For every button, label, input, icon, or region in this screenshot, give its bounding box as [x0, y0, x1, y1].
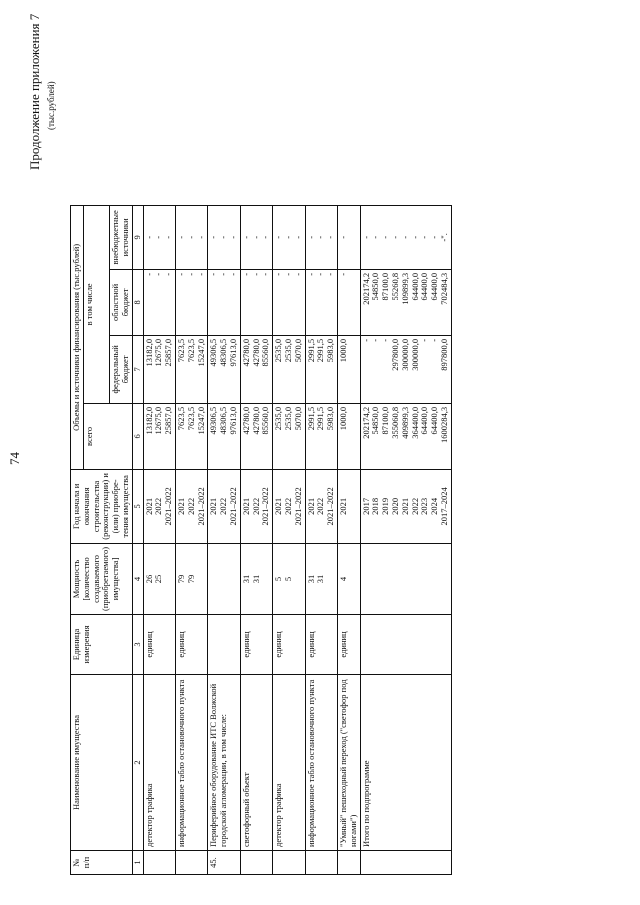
unit-cell — [143, 615, 175, 675]
item-name — [175, 675, 207, 851]
total-cell-value: 2535,0 — [282, 406, 293, 431]
federal-cell-value: 5983,0 — [325, 338, 336, 363]
table-row — [240, 205, 272, 874]
header-federal: федеральный бюджет — [110, 335, 133, 403]
federal-cell-value: 7623,5 — [185, 338, 196, 363]
extra-cell — [208, 205, 240, 269]
years-cell-value: 2022 — [409, 497, 420, 515]
extra-cell-value: - — [273, 235, 284, 239]
federal-cell-value: 97613,0 — [227, 338, 238, 367]
extra-cell — [273, 205, 305, 269]
row-number — [143, 851, 175, 875]
years-cell-value: 2021 — [208, 497, 219, 515]
appendix-title: Продолжение приложения 7 — [27, 13, 42, 170]
row-number — [240, 851, 272, 875]
regional-cell — [175, 269, 207, 335]
capacity-cell-value: 31 — [240, 574, 251, 584]
extra-cell-value: - — [409, 235, 420, 239]
unit-cell-text: единиц — [273, 631, 284, 658]
years-cell-value: 2021 — [143, 497, 154, 515]
regional-cell-value: 702484,3 — [438, 272, 449, 305]
federal-cell-value: 13182,0 — [143, 338, 154, 367]
federal-cell-value: 42780,0 — [250, 338, 261, 367]
federal-cell — [143, 335, 175, 403]
unit-cell — [360, 615, 451, 675]
item-name-text: информационное табло остановочного пункта — [175, 679, 186, 847]
total-cell-value: 202174,2 — [360, 406, 371, 439]
federal-cell-value: 897800,0 — [438, 338, 449, 371]
federal-cell-value: 2991,5 — [315, 338, 326, 363]
unit-cell — [208, 615, 240, 675]
total-cell-value: 2991,5 — [315, 406, 326, 431]
unit-cell-text: единиц — [175, 631, 186, 658]
total-cell-value: 97613,0 — [227, 406, 238, 435]
total-cell-value: 42780,0 — [250, 406, 261, 435]
total-cell — [143, 403, 175, 469]
regional-cell-value: - — [325, 272, 336, 276]
column-number: 8 — [132, 269, 143, 335]
regional-cell-value: 55260,8 — [389, 272, 400, 301]
total-cell — [360, 403, 451, 469]
row-number — [175, 851, 207, 875]
funding-table — [70, 205, 452, 875]
federal-cell-value: 12675,0 — [153, 338, 164, 367]
regional-cell-value: - — [143, 272, 154, 276]
capacity-cell — [208, 543, 240, 614]
item-name — [305, 675, 337, 851]
item-name-text: "Умный" пешеходный переход ("светофор под ногами") — [337, 679, 358, 847]
regional-cell-value: - — [175, 272, 186, 276]
header-regional: областной бюджет — [110, 269, 133, 335]
federal-cell-value: 2991,5 — [305, 338, 316, 363]
regional-cell-value: - — [185, 272, 196, 276]
federal-cell-value: 85560,0 — [260, 338, 271, 367]
extra-cell-value: - — [305, 235, 316, 239]
regional-cell-value: - — [273, 272, 284, 276]
header-total: всего — [83, 403, 132, 469]
regional-cell-value: 87100,0 — [380, 272, 391, 301]
total-cell-value: 5070,0 — [292, 406, 303, 431]
federal-cell-value: 7623,5 — [175, 338, 186, 363]
years-cell-value: 2021–2022 — [227, 487, 238, 526]
table-row — [175, 205, 207, 874]
federal-cell — [175, 335, 207, 403]
total-cell-value: 2991,5 — [305, 406, 316, 431]
total-cell-value: 49306,5 — [208, 406, 219, 435]
item-name — [360, 675, 451, 851]
extra-cell-value: - — [260, 235, 271, 239]
years-cell — [273, 469, 305, 543]
capacity-cell-value: 31 — [250, 574, 261, 584]
total-cell — [337, 403, 360, 469]
total-cell-value: 364400,0 — [409, 406, 420, 439]
capacity-cell — [175, 543, 207, 614]
extra-cell-value: - — [195, 235, 206, 239]
years-cell-value: 2024 — [429, 497, 440, 515]
capacity-cell-value: 31 — [305, 574, 316, 584]
total-cell-value: 1000,0 — [337, 406, 348, 431]
row-number-text: 45. — [208, 857, 219, 868]
extra-cell — [360, 205, 451, 269]
regional-cell — [240, 269, 272, 335]
total-cell-value: 64400,0 — [419, 406, 430, 435]
regional-cell-value: - — [305, 272, 316, 276]
header-years: Год начала и окончания строительства (реконструкции) и (или) приобре-тения имущества — [71, 469, 133, 543]
total-cell-value: 355060,8 — [389, 406, 400, 439]
extra-cell — [175, 205, 207, 269]
extra-cell-value: - — [337, 235, 348, 239]
capacity-cell — [240, 543, 272, 614]
federal-cell-value: 2535,0 — [282, 338, 293, 363]
extra-cell-value: - — [370, 235, 381, 239]
federal-cell-value: - — [370, 338, 381, 342]
column-number: 2 — [132, 675, 143, 851]
total-cell-value: 87100,0 — [380, 406, 391, 435]
item-name — [240, 675, 272, 851]
unit-cell — [240, 615, 272, 675]
table-row — [305, 205, 337, 874]
total-cell-value: 7623,5 — [175, 406, 186, 431]
federal-cell-value: 5070,0 — [292, 338, 303, 363]
extra-cell-value: - — [185, 235, 196, 239]
federal-cell-value: 25857,0 — [163, 338, 174, 367]
capacity-cell-value: 5 — [273, 576, 284, 582]
extra-cell-value: -". — [438, 233, 449, 242]
years-cell — [305, 469, 337, 543]
regional-cell-value: - — [218, 272, 229, 276]
table-row — [208, 205, 240, 874]
total-cell-value: 13182,0 — [143, 406, 154, 435]
federal-cell-value: 2535,0 — [273, 338, 284, 363]
item-name-text: Периферийное оборудование ИТС Волжской городской агломерации, в том числе: — [208, 683, 229, 847]
extra-cell-value: - — [163, 235, 174, 239]
total-cell-value: 85560,0 — [260, 406, 271, 435]
regional-cell-value: - — [163, 272, 174, 276]
federal-cell-value: - — [380, 338, 391, 342]
years-cell — [360, 469, 451, 543]
capacity-cell — [337, 543, 360, 614]
row-number — [337, 851, 360, 875]
regional-cell-value: - — [153, 272, 164, 276]
total-cell-value: 12675,0 — [153, 406, 164, 435]
federal-cell-value: 300000,0 — [409, 338, 420, 371]
extra-cell-value: - — [429, 235, 440, 239]
item-name-text: детектор трафика — [143, 783, 154, 847]
row-number — [208, 851, 240, 875]
header-unit: Единица измерения — [71, 615, 133, 675]
capacity-cell-value: 25 — [153, 574, 164, 584]
total-cell-value: 15247,0 — [195, 406, 206, 435]
unit-cell — [175, 615, 207, 675]
row-number — [273, 851, 305, 875]
item-name-text: информационное табло остановочного пункта — [305, 679, 316, 847]
years-cell-value: 2021–2022 — [325, 487, 336, 526]
table-body — [143, 205, 451, 874]
extra-cell-value: - — [250, 235, 261, 239]
extra-cell-value: - — [389, 235, 400, 239]
years-cell-value: 2020 — [389, 497, 400, 515]
item-name — [208, 675, 240, 851]
regional-cell — [360, 269, 451, 335]
regional-cell-value: - — [337, 272, 348, 276]
header-capacity: Мощность [количество создаваемого (приобретаемого) имущества] — [71, 543, 133, 614]
unit-cell-text: единиц — [240, 631, 251, 658]
regional-cell — [273, 269, 305, 335]
item-name — [143, 675, 175, 851]
years-cell-value: 2022 — [153, 497, 164, 515]
years-cell-value: 2022 — [282, 497, 293, 515]
total-cell — [208, 403, 240, 469]
total-cell-value: 25857,0 — [163, 406, 174, 435]
years-cell-value: 2021 — [175, 497, 186, 515]
column-number: 1 — [132, 851, 143, 875]
federal-cell-value: 297800,0 — [389, 338, 400, 371]
total-cell-value: 409899,3 — [399, 406, 410, 439]
extra-cell-value: - — [399, 235, 410, 239]
regional-cell — [305, 269, 337, 335]
item-name — [337, 675, 360, 851]
column-number: 3 — [132, 615, 143, 675]
years-cell-value: 2021 — [337, 497, 348, 515]
extra-cell-value: - — [208, 235, 219, 239]
header-no: № п/п — [71, 851, 133, 875]
years-cell-value: 2023 — [419, 497, 430, 515]
regional-cell-value: - — [282, 272, 293, 276]
regional-cell-value: 202174,2 — [360, 272, 371, 305]
years-cell-value: 2022 — [218, 497, 229, 515]
federal-cell-value: 42780,0 — [240, 338, 251, 367]
page-number: 74 — [7, 452, 22, 465]
item-name-text: Итого по подпрограмме — [360, 760, 371, 847]
capacity-cell — [305, 543, 337, 614]
header-including: в том числе — [83, 205, 109, 403]
regional-cell-value: 54850,0 — [370, 272, 381, 301]
header-row-1 — [71, 205, 84, 874]
capacity-cell-value: 31 — [315, 574, 326, 584]
header-funding-group: Объемы и источники финансирования (тыс.рублей) — [71, 205, 84, 469]
total-cell-value: 1600284,3 — [438, 406, 449, 443]
total-cell-value: 5983,0 — [325, 406, 336, 431]
years-cell — [143, 469, 175, 543]
item-name — [273, 675, 305, 851]
years-cell — [208, 469, 240, 543]
years-cell-value: 2021–2022 — [260, 487, 271, 526]
regional-cell-value: - — [292, 272, 303, 276]
extra-cell — [337, 205, 360, 269]
extra-cell-value: - — [380, 235, 391, 239]
table-row — [360, 205, 451, 874]
total-cell-value: 7623,5 — [185, 406, 196, 431]
extra-cell-value: - — [292, 235, 303, 239]
federal-cell — [360, 335, 451, 403]
federal-cell-value: 48306,5 — [218, 338, 229, 367]
unit-cell-text: единиц — [337, 631, 348, 658]
extra-cell-value: - — [227, 235, 238, 239]
federal-cell — [240, 335, 272, 403]
column-number: 9 — [132, 205, 143, 269]
unit-cell-text: единиц — [305, 631, 316, 658]
table-row — [337, 205, 360, 874]
total-cell-value: 42780,0 — [240, 406, 251, 435]
extra-cell-value: - — [360, 235, 371, 239]
years-cell-value: 2021 — [273, 497, 284, 515]
years-cell-value: 2018 — [370, 497, 381, 515]
extra-cell — [305, 205, 337, 269]
capacity-cell-value: 4 — [337, 576, 348, 582]
extra-cell — [143, 205, 175, 269]
regional-cell — [337, 269, 360, 335]
years-cell-value: 2021–2022 — [292, 487, 303, 526]
years-cell — [175, 469, 207, 543]
years-cell-value: 2021–2022 — [195, 487, 206, 526]
total-cell — [273, 403, 305, 469]
years-cell-value: 2022 — [185, 497, 196, 515]
total-cell — [240, 403, 272, 469]
regional-cell — [208, 269, 240, 335]
federal-cell — [273, 335, 305, 403]
capacity-cell — [143, 543, 175, 614]
years-cell-value: 2017–2024 — [438, 487, 449, 526]
federal-cell — [337, 335, 360, 403]
years-cell-value: 2021–2022 — [163, 487, 174, 526]
capacity-cell-value: 79 — [175, 574, 186, 584]
extra-cell-value: - — [218, 235, 229, 239]
total-cell — [175, 403, 207, 469]
years-cell-value: 2017 — [360, 497, 371, 515]
regional-cell-value: - — [195, 272, 206, 276]
extra-cell-value: - — [240, 235, 251, 239]
extra-cell-value: - — [325, 235, 336, 239]
extra-cell — [240, 205, 272, 269]
regional-cell — [143, 269, 175, 335]
column-number: 5 — [132, 469, 143, 543]
regional-cell-value: - — [250, 272, 261, 276]
header-name: Наименование имущества — [71, 675, 133, 851]
regional-cell-value: 64400,0 — [419, 272, 430, 301]
column-number: 4 — [132, 543, 143, 614]
federal-cell-value: 1000,0 — [337, 338, 348, 363]
row-number — [360, 851, 451, 875]
federal-cell-value: - — [419, 338, 430, 342]
total-cell-value: 48306,5 — [218, 406, 229, 435]
unit-cell — [273, 615, 305, 675]
extra-cell-value: - — [315, 235, 326, 239]
capacity-cell-value: 5 — [282, 576, 293, 582]
years-cell-value: 2019 — [380, 497, 391, 515]
extra-cell-value: - — [419, 235, 430, 239]
item-name-text: детектор трафика — [273, 783, 284, 847]
regional-cell-value: - — [240, 272, 251, 276]
federal-cell-value: 49306,5 — [208, 338, 219, 367]
unit-cell — [337, 615, 360, 675]
years-cell — [337, 469, 360, 543]
column-number: 6 — [132, 403, 143, 469]
years-cell — [240, 469, 272, 543]
item-name-text: светофорный объект — [240, 772, 251, 847]
capacity-cell — [273, 543, 305, 614]
capacity-cell — [360, 543, 451, 614]
years-cell-value: 2021 — [240, 497, 251, 515]
unit-note: (тыс.рублей) — [46, 81, 56, 130]
federal-cell — [305, 335, 337, 403]
regional-cell-value: 64400,0 — [409, 272, 420, 301]
regional-cell-value: - — [315, 272, 326, 276]
capacity-cell-value: 79 — [185, 574, 196, 584]
years-cell-value: 2022 — [315, 497, 326, 515]
years-cell-value: 2021 — [305, 497, 316, 515]
regional-cell-value: - — [208, 272, 219, 276]
regional-cell-value: - — [260, 272, 271, 276]
table-row — [273, 205, 305, 874]
unit-cell — [305, 615, 337, 675]
header-extra: внебюджетные источники — [110, 205, 133, 269]
column-number-row — [132, 205, 143, 874]
regional-cell-value: - — [227, 272, 238, 276]
regional-cell-value: 109899,3 — [399, 272, 410, 305]
unit-cell-text: единиц — [143, 631, 154, 658]
regional-cell-value: 64400,0 — [429, 272, 440, 301]
column-number: 7 — [132, 335, 143, 403]
extra-cell-value: - — [175, 235, 186, 239]
capacity-cell-value: 26 — [143, 574, 154, 584]
total-cell-value: 2535,0 — [273, 406, 284, 431]
table-row — [143, 205, 175, 874]
extra-cell-value: - — [143, 235, 154, 239]
federal-cell-value: 15247,0 — [195, 338, 206, 367]
extra-cell-value: - — [282, 235, 293, 239]
federal-cell-value: 300000,0 — [399, 338, 410, 371]
federal-cell-value: - — [429, 338, 440, 342]
years-cell-value: 2022 — [250, 497, 261, 515]
total-cell-value: 64400,0 — [429, 406, 440, 435]
total-cell — [305, 403, 337, 469]
federal-cell — [208, 335, 240, 403]
federal-cell-value: - — [360, 338, 371, 342]
extra-cell-value: - — [153, 235, 164, 239]
years-cell-value: 2021 — [399, 497, 410, 515]
row-number — [305, 851, 337, 875]
total-cell-value: 54850,0 — [370, 406, 381, 435]
